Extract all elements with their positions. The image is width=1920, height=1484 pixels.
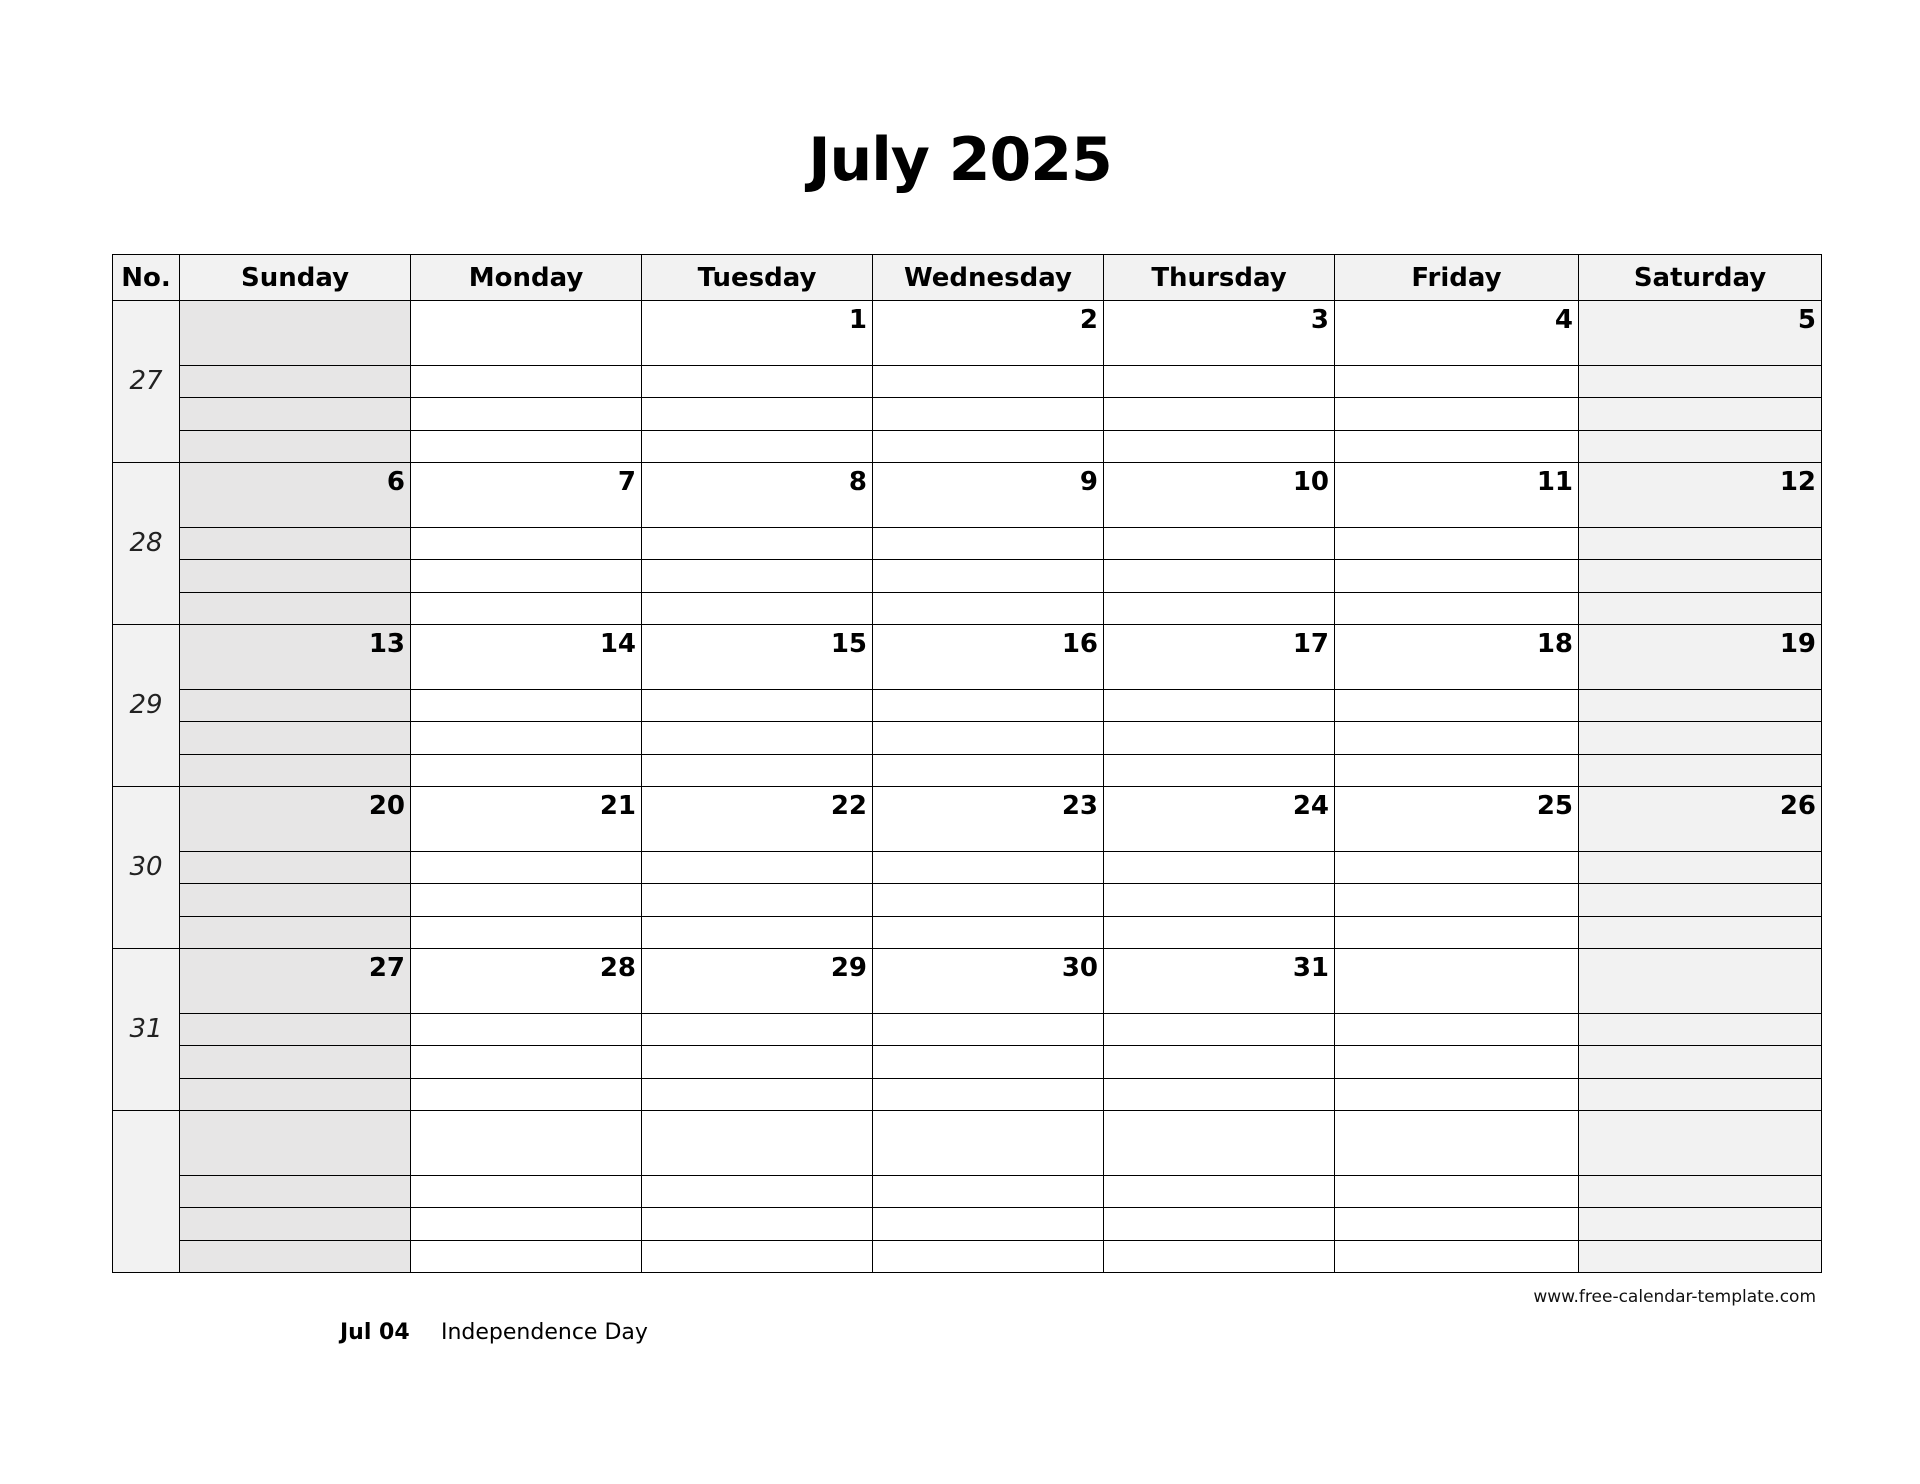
day-cell-tuesday[interactable]: 15 [642, 624, 873, 689]
note-line-monday[interactable] [411, 1240, 642, 1272]
note-line-sunday[interactable] [180, 1046, 411, 1078]
day-cell-saturday[interactable]: 19 [1579, 624, 1822, 689]
website-url: www.free-calendar-template.com [1533, 1287, 1816, 1307]
note-line-row [113, 754, 1822, 786]
note-line-tuesday[interactable] [642, 527, 873, 559]
calendar-title: July 2025 [808, 125, 1112, 195]
note-line-thursday[interactable] [1104, 366, 1335, 398]
week-number: 29 [113, 624, 180, 786]
note-line-wednesday[interactable] [873, 689, 1104, 721]
note-line-thursday[interactable] [1104, 722, 1335, 754]
header-wednesday: Wednesday [873, 255, 1104, 301]
note-line-thursday[interactable] [1104, 754, 1335, 786]
note-line-saturday[interactable] [1579, 1175, 1822, 1207]
week-row [113, 301, 1822, 366]
note-line-thursday[interactable] [1104, 1078, 1335, 1110]
note-line-friday[interactable] [1335, 689, 1579, 721]
day-cell-wednesday[interactable]: 9 [873, 462, 1104, 527]
note-line-thursday[interactable] [1104, 689, 1335, 721]
note-line-friday[interactable] [1335, 1013, 1579, 1045]
week-number: 31 [113, 948, 180, 1110]
note-line-tuesday[interactable] [642, 398, 873, 430]
note-line-sunday[interactable] [180, 592, 411, 624]
note-line-tuesday[interactable] [642, 689, 873, 721]
day-cell-wednesday[interactable] [873, 1110, 1104, 1175]
note-line-wednesday[interactable] [873, 851, 1104, 883]
header-monday: Monday [411, 255, 642, 301]
day-cell-monday[interactable] [411, 1110, 642, 1175]
note-line-wednesday[interactable] [873, 1240, 1104, 1272]
header-sunday: Sunday [180, 255, 411, 301]
note-line-saturday[interactable] [1579, 1046, 1822, 1078]
note-line-sunday[interactable] [180, 754, 411, 786]
note-line-wednesday[interactable] [873, 1175, 1104, 1207]
note-line-monday[interactable] [411, 592, 642, 624]
note-line-saturday[interactable] [1579, 1013, 1822, 1045]
note-line-sunday[interactable] [180, 851, 411, 883]
note-line-sunday[interactable] [180, 689, 411, 721]
day-cell-friday[interactable]: 11 [1335, 462, 1579, 527]
holiday-name: Independence Day [441, 1320, 648, 1345]
week-row [113, 786, 1822, 851]
header-thursday: Thursday [1104, 255, 1335, 301]
note-line-tuesday[interactable] [642, 430, 873, 462]
note-line-wednesday[interactable] [873, 722, 1104, 754]
day-cell-thursday[interactable]: 10 [1104, 462, 1335, 527]
note-line-thursday[interactable] [1104, 1046, 1335, 1078]
note-line-sunday[interactable] [180, 366, 411, 398]
note-line-wednesday[interactable] [873, 916, 1104, 948]
weekday-header-row [113, 255, 1822, 301]
note-line-monday[interactable] [411, 366, 642, 398]
note-line-friday[interactable] [1335, 398, 1579, 430]
holiday-entry [340, 1320, 648, 1345]
note-line-monday[interactable] [411, 1013, 642, 1045]
week-row [113, 462, 1822, 527]
note-line-thursday[interactable] [1104, 430, 1335, 462]
note-line-row [113, 1240, 1822, 1272]
note-line-thursday[interactable] [1104, 1208, 1335, 1240]
day-cell-monday[interactable]: 21 [411, 786, 642, 851]
day-cell-monday[interactable]: 28 [411, 948, 642, 1013]
day-cell-friday[interactable] [1335, 1110, 1579, 1175]
note-line-thursday[interactable] [1104, 398, 1335, 430]
header-tuesday: Tuesday [642, 255, 873, 301]
note-line-wednesday[interactable] [873, 1046, 1104, 1078]
day-cell-sunday[interactable]: 20 [180, 786, 411, 851]
day-cell-friday[interactable]: 18 [1335, 624, 1579, 689]
note-line-friday[interactable] [1335, 884, 1579, 916]
note-line-wednesday[interactable] [873, 366, 1104, 398]
note-line-tuesday[interactable] [642, 1013, 873, 1045]
note-line-thursday[interactable] [1104, 592, 1335, 624]
day-cell-friday[interactable]: 4 [1335, 301, 1579, 366]
note-line-friday[interactable] [1335, 722, 1579, 754]
note-line-friday[interactable] [1335, 366, 1579, 398]
note-line-thursday[interactable] [1104, 527, 1335, 559]
note-line-row [113, 1078, 1822, 1110]
week-row [113, 948, 1822, 1013]
note-line-wednesday[interactable] [873, 592, 1104, 624]
note-line-tuesday[interactable] [642, 366, 873, 398]
week-number [113, 1110, 180, 1272]
note-line-monday[interactable] [411, 398, 642, 430]
week-row [113, 624, 1822, 689]
note-line-wednesday[interactable] [873, 884, 1104, 916]
note-line-sunday[interactable] [180, 398, 411, 430]
note-line-thursday[interactable] [1104, 1013, 1335, 1045]
day-cell-sunday[interactable] [180, 301, 411, 366]
note-line-tuesday[interactable] [642, 1046, 873, 1078]
header-friday: Friday [1335, 255, 1579, 301]
note-line-wednesday[interactable] [873, 398, 1104, 430]
note-line-row [113, 851, 1822, 883]
note-line-tuesday[interactable] [642, 1208, 873, 1240]
note-line-sunday[interactable] [180, 1240, 411, 1272]
day-cell-tuesday[interactable]: 22 [642, 786, 873, 851]
note-line-friday[interactable] [1335, 430, 1579, 462]
note-line-monday[interactable] [411, 430, 642, 462]
note-line-sunday[interactable] [180, 916, 411, 948]
note-line-row [113, 916, 1822, 948]
day-cell-tuesday[interactable]: 8 [642, 462, 873, 527]
day-cell-saturday[interactable] [1579, 1110, 1822, 1175]
note-line-saturday[interactable] [1579, 560, 1822, 592]
note-line-tuesday[interactable] [642, 851, 873, 883]
note-line-saturday[interactable] [1579, 722, 1822, 754]
week-row [113, 1110, 1822, 1175]
day-cell-sunday[interactable] [180, 1110, 411, 1175]
note-line-tuesday[interactable] [642, 1078, 873, 1110]
note-line-monday[interactable] [411, 722, 642, 754]
day-cell-wednesday[interactable]: 16 [873, 624, 1104, 689]
note-line-saturday[interactable] [1579, 527, 1822, 559]
note-line-tuesday[interactable] [642, 1240, 873, 1272]
note-line-wednesday[interactable] [873, 1208, 1104, 1240]
note-line-thursday[interactable] [1104, 1240, 1335, 1272]
day-cell-monday[interactable]: 14 [411, 624, 642, 689]
header-saturday: Saturday [1579, 255, 1822, 301]
note-line-row [113, 1175, 1822, 1207]
note-line-saturday[interactable] [1579, 1078, 1822, 1110]
note-line-friday[interactable] [1335, 1240, 1579, 1272]
day-cell-wednesday[interactable]: 23 [873, 786, 1104, 851]
calendar-grid [112, 254, 1822, 1273]
day-cell-wednesday[interactable]: 2 [873, 301, 1104, 366]
note-line-sunday[interactable] [180, 1078, 411, 1110]
note-line-tuesday[interactable] [642, 754, 873, 786]
holiday-date: Jul 04 [340, 1320, 410, 1345]
note-line-saturday[interactable] [1579, 1240, 1822, 1272]
day-cell-tuesday[interactable] [642, 1110, 873, 1175]
day-cell-sunday[interactable]: 27 [180, 948, 411, 1013]
note-line-monday[interactable] [411, 1208, 642, 1240]
note-line-monday[interactable] [411, 851, 642, 883]
note-line-monday[interactable] [411, 754, 642, 786]
day-cell-thursday[interactable]: 3 [1104, 301, 1335, 366]
week-number: 30 [113, 786, 180, 948]
note-line-wednesday[interactable] [873, 1078, 1104, 1110]
note-line-row [113, 689, 1822, 721]
note-line-thursday[interactable] [1104, 884, 1335, 916]
note-line-monday[interactable] [411, 560, 642, 592]
note-line-saturday[interactable] [1579, 916, 1822, 948]
note-line-saturday[interactable] [1579, 689, 1822, 721]
note-line-wednesday[interactable] [873, 560, 1104, 592]
note-line-tuesday[interactable] [642, 560, 873, 592]
week-number: 28 [113, 462, 180, 624]
day-cell-friday[interactable] [1335, 948, 1579, 1013]
note-line-row [113, 560, 1822, 592]
note-line-row [113, 884, 1822, 916]
note-line-friday[interactable] [1335, 527, 1579, 559]
note-line-monday[interactable] [411, 1046, 642, 1078]
day-cell-sunday[interactable]: 13 [180, 624, 411, 689]
note-line-thursday[interactable] [1104, 1175, 1335, 1207]
note-line-thursday[interactable] [1104, 916, 1335, 948]
header-week-number: No. [113, 255, 180, 301]
day-cell-wednesday[interactable]: 30 [873, 948, 1104, 1013]
day-cell-thursday[interactable]: 31 [1104, 948, 1335, 1013]
note-line-friday[interactable] [1335, 1175, 1579, 1207]
note-line-row [113, 398, 1822, 430]
note-line-sunday[interactable] [180, 1208, 411, 1240]
note-line-monday[interactable] [411, 916, 642, 948]
note-line-row [113, 1046, 1822, 1078]
note-line-saturday[interactable] [1579, 884, 1822, 916]
day-cell-saturday[interactable] [1579, 948, 1822, 1013]
day-cell-sunday[interactable]: 6 [180, 462, 411, 527]
note-line-row [113, 722, 1822, 754]
note-line-sunday[interactable] [180, 527, 411, 559]
note-line-monday[interactable] [411, 527, 642, 559]
note-line-row [113, 366, 1822, 398]
note-line-saturday[interactable] [1579, 398, 1822, 430]
note-line-tuesday[interactable] [642, 592, 873, 624]
note-line-saturday[interactable] [1579, 851, 1822, 883]
note-line-thursday[interactable] [1104, 851, 1335, 883]
day-cell-saturday[interactable]: 5 [1579, 301, 1822, 366]
day-cell-tuesday[interactable]: 29 [642, 948, 873, 1013]
note-line-saturday[interactable] [1579, 754, 1822, 786]
day-cell-thursday[interactable]: 24 [1104, 786, 1335, 851]
note-line-thursday[interactable] [1104, 560, 1335, 592]
note-line-sunday[interactable] [180, 560, 411, 592]
day-cell-tuesday[interactable]: 1 [642, 301, 873, 366]
note-line-tuesday[interactable] [642, 722, 873, 754]
note-line-sunday[interactable] [180, 884, 411, 916]
note-line-tuesday[interactable] [642, 916, 873, 948]
note-line-monday[interactable] [411, 689, 642, 721]
note-line-sunday[interactable] [180, 430, 411, 462]
day-cell-friday[interactable]: 25 [1335, 786, 1579, 851]
note-line-tuesday[interactable] [642, 884, 873, 916]
day-cell-monday[interactable]: 7 [411, 462, 642, 527]
week-number: 27 [113, 301, 180, 463]
note-line-friday[interactable] [1335, 916, 1579, 948]
note-line-sunday[interactable] [180, 722, 411, 754]
note-line-friday[interactable] [1335, 851, 1579, 883]
day-cell-saturday[interactable]: 12 [1579, 462, 1822, 527]
calendar-body [113, 301, 1822, 1273]
day-cell-thursday[interactable] [1104, 1110, 1335, 1175]
note-line-monday[interactable] [411, 1175, 642, 1207]
note-line-friday[interactable] [1335, 592, 1579, 624]
note-line-sunday[interactable] [180, 1175, 411, 1207]
note-line-wednesday[interactable] [873, 1013, 1104, 1045]
note-line-saturday[interactable] [1579, 366, 1822, 398]
note-line-row [113, 592, 1822, 624]
note-line-friday[interactable] [1335, 1208, 1579, 1240]
note-line-row [113, 1013, 1822, 1045]
note-line-friday[interactable] [1335, 1078, 1579, 1110]
note-line-row [113, 1208, 1822, 1240]
note-line-row [113, 527, 1822, 559]
day-cell-monday[interactable] [411, 301, 642, 366]
note-line-saturday[interactable] [1579, 1208, 1822, 1240]
note-line-wednesday[interactable] [873, 430, 1104, 462]
note-line-saturday[interactable] [1579, 592, 1822, 624]
note-line-sunday[interactable] [180, 1013, 411, 1045]
note-line-friday[interactable] [1335, 560, 1579, 592]
day-cell-thursday[interactable]: 17 [1104, 624, 1335, 689]
note-line-friday[interactable] [1335, 1046, 1579, 1078]
note-line-friday[interactable] [1335, 754, 1579, 786]
note-line-saturday[interactable] [1579, 430, 1822, 462]
note-line-monday[interactable] [411, 1078, 642, 1110]
note-line-wednesday[interactable] [873, 527, 1104, 559]
note-line-monday[interactable] [411, 884, 642, 916]
note-line-row [113, 430, 1822, 462]
note-line-tuesday[interactable] [642, 1175, 873, 1207]
day-cell-saturday[interactable]: 26 [1579, 786, 1822, 851]
note-line-wednesday[interactable] [873, 754, 1104, 786]
